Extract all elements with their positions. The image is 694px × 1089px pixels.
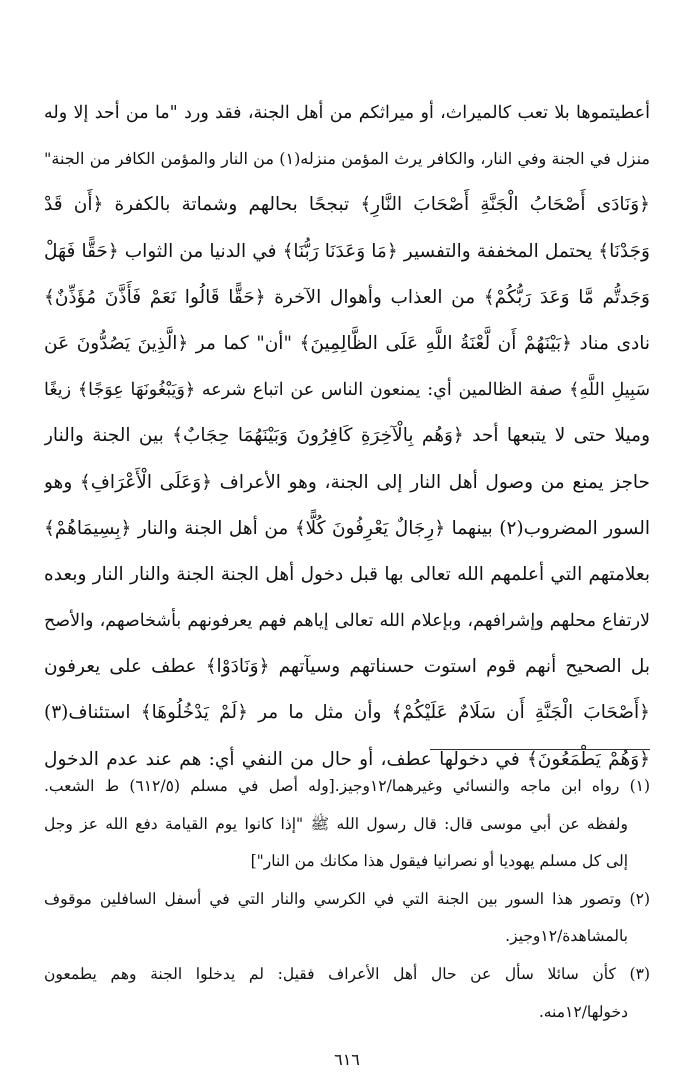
footnote-line: (٢) وتصور هذا السور بين الجنة التي في الكرسي والنار التي في أسفل السافلين موقوف (44, 889, 650, 908)
text-line: منزل في الجنة وفي النار، والكافر يرث المؤمن منزله(١) من النار والمؤمن الكافر من الجنة" (44, 149, 650, 169)
text-line: وَجَدْنَا﴾ يحتمل المخففة والتفسير ﴿مَا وَعَدَنَا رَبُّنَا﴾ في الدنيا من الثواب ﴿حَقًّا فَهَلْ (44, 240, 650, 262)
footnote-line: إلى كل مسلم يهوديا أو نصرانيا فيقول هذا مكانك من النار"] (250, 852, 628, 871)
text-line: حاجز يمنع من وصول أهل النار إلى الجنة، وهو الأعراف ﴿وَعَلَى الْأَعْرَافِ﴾ وهو (44, 471, 650, 493)
text-line: ﴿وَنَادَى أَصْحَابُ الْجَنَّةِ أَصْحَابَ النَّارِ﴾ تبجحًا بحالهم وشماتة بالكفرة ﴿أَن قَدْ (44, 194, 650, 216)
footnote-line: دخولها/١٢منه. (538, 1002, 628, 1021)
text-line: سَبِيلِ اللَّهِ﴾ صفة الظالمين أي: يمنعون الناس عن اتباع شرعه ﴿وَيَبْغُونَهَا عِوَجًا﴾ زيغًا (44, 380, 650, 401)
footnote-line: ولفظه عن أبي موسى قال: قال رسول الله ﷺ "إذا كانوا يوم القيامة دفع الله عز وجل (44, 814, 628, 833)
page-number: ٦١٦ (334, 1050, 360, 1069)
text-line: وميلا حتى لا يتبعها أحد ﴿وَهُم بِالْآخِرَةِ كَافِرُونَ وَبَيْنَهُمَا حِجَابٌ﴾ بين الجنة والنار (44, 425, 650, 447)
text-line: ﴿وَهُمْ يَطْمَعُونَ﴾ في دخولها عطف، أو حال من النفي أي: هم عند عدم الدخول (44, 748, 650, 770)
footnote-line: بالمشاهدة/١٢وجيز. (505, 927, 628, 946)
text-line: لارتفاع محلهم وإشرافهم، وبإعلام الله تعالى إياهم فهم يعرفونهم بأشخاصهم، والأصح (44, 611, 650, 632)
text-line: ﴿أَصْحَابَ الْجَنَّةِ أَن سَلَامٌ عَلَيْكُمْ﴾ وأن مثل ما مر ﴿لَمْ يَدْخُلُوهَا﴾ استئناف(٣) (44, 702, 650, 724)
footnote-separator (430, 749, 650, 750)
text-line: وَجَدتُّم مَّا وَعَدَ رَبُّكُمْ﴾ من العذاب وأهوال الآخرة ﴿حَقًّا قَالُوا نَعَمْ فَأَذَّنَ مُؤَذِّنٌ﴾ (44, 286, 650, 308)
footnote-line: (٣) كأن سائلا سأل عن حال أهل الأعراف فقيل: لم يدخلوا الجنة وهم يطمعون (44, 964, 650, 983)
text-line: السور المضروب(٢) بينهما ﴿رِجَالٌ يَعْرِفُونَ كُلًّا﴾ من أهل الجنة والنار ﴿بِسِيمَاهُمْ﴾ (44, 517, 650, 539)
footnotes (44, 768, 650, 1031)
footnote-line: (١) رواه ابن ماجه والنسائي وغيرهما/١٢وجيز.[وله أصل في مسلم (٦١٢/٥) ط الشعب. (44, 777, 650, 795)
main-text (44, 90, 650, 783)
text-line: بعلامتهم التي أعلمهم الله تعالى بها قبل دخول أهل الجنة الجنة والنار النار وبعده (44, 563, 650, 585)
text-line: أعطيتموها بلا تعب كالميراث، أو ميراثكم من أهل الجنة، فقد ورد "ما من أحد إلا وله (44, 103, 650, 123)
text-line: نادى مناد ﴿بَيْنَهُمْ أَن لَّعْنَةُ اللَّهِ عَلَى الظَّالِمِينَ﴾ "أن" كما مر ﴿الَّذِينَ يَصُدُّونَ عَن (44, 332, 650, 354)
text-line: بل الصحيح أنهم قوم استوت حسناتهم وسيآتهم ﴿وَنَادَوْا﴾ عطف على يعرفون (44, 656, 650, 678)
